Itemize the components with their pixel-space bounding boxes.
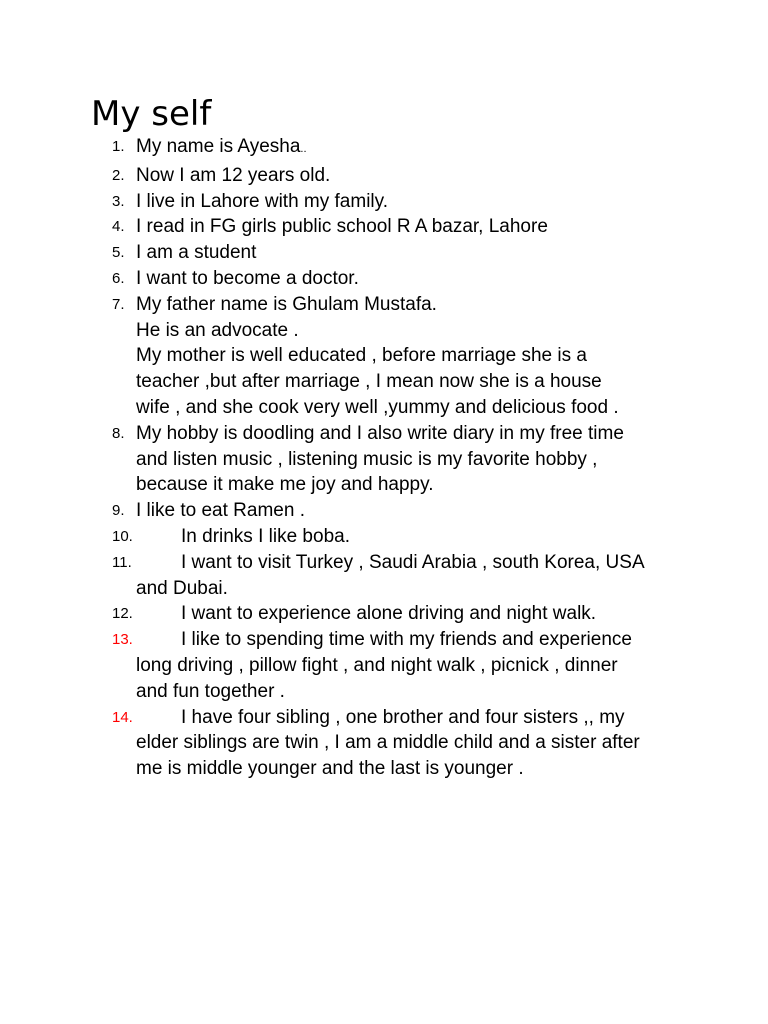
list-number: 9. <box>112 502 125 520</box>
list-item-text: I want to become a doctor. <box>136 267 359 289</box>
list-number: 11. <box>112 553 132 571</box>
list-item <box>0 292 676 421</box>
list-item <box>0 601 676 627</box>
list-item-line: because it make me joy and happy. <box>136 474 434 496</box>
list-item <box>0 498 676 524</box>
list-item <box>0 134 676 163</box>
page-title: My self <box>91 94 212 134</box>
list-item-text: I am a student <box>136 242 257 264</box>
list-item <box>0 163 676 189</box>
list-item-line: me is middle younger and the last is younger . <box>136 758 524 780</box>
list-item <box>0 240 676 266</box>
list-number: 6. <box>112 269 125 287</box>
list-number: 13. <box>112 631 133 649</box>
list-item-text: I live in Lahore with my family. <box>136 190 389 212</box>
list-item-text: Now I am 12 years old. <box>136 164 331 186</box>
list-item-text: My name is Ayesha <box>136 136 301 157</box>
list-item-text: In drinks I like boba. <box>181 525 350 547</box>
list-item <box>0 627 676 704</box>
list-item-suffix: .. <box>300 143 307 155</box>
list-number: 12. <box>112 605 133 623</box>
list-item-line: I have four sibling , one brother and four sisters ,, my <box>181 706 625 728</box>
list-item <box>0 189 676 215</box>
list-item-line: long driving , pillow fight , and night walk , picnick , dinner <box>136 654 618 676</box>
list-number: 10. <box>112 527 133 545</box>
list-item-text: I want to experience alone driving and night walk. <box>181 603 597 625</box>
list-item-line: wife , and she cook very well ,yummy and delicious food . <box>136 396 619 418</box>
list-item-line: My father name is Ghulam Mustafa. <box>136 293 437 315</box>
list-item-line: He is an advocate . <box>136 319 299 341</box>
list-item-line: My mother is well educated , before marriage she is a <box>136 345 587 367</box>
list-item-line: and listen music , listening music is my favorite hobby , <box>136 448 598 470</box>
list-item <box>0 421 676 498</box>
list-number: 7. <box>112 295 125 313</box>
list-number: 1. <box>112 138 125 155</box>
list-number: 3. <box>112 192 125 210</box>
list-item <box>0 550 676 602</box>
list-item <box>0 524 676 550</box>
list-item-line: and fun together . <box>136 680 285 702</box>
list-item-line: and Dubai. <box>136 577 228 599</box>
list-item-line: My hobby is doodling and I also write diary in my free time <box>136 422 624 444</box>
list-item-line: I like to spending time with my friends and experience <box>181 629 632 651</box>
list-number: 14. <box>112 708 133 726</box>
list-number: 5. <box>112 244 125 262</box>
list-item-text: I like to eat Ramen . <box>136 500 305 522</box>
list-item <box>0 705 676 782</box>
list-item <box>0 266 676 292</box>
list-item-line: I want to visit Turkey , Saudi Arabia , south Korea, USA <box>181 551 645 573</box>
list-number: 2. <box>112 166 125 184</box>
list-item-text: I read in FG girls public school R A bazar, Lahore <box>136 216 548 238</box>
list-number: 4. <box>112 218 125 236</box>
list-number: 8. <box>112 424 125 442</box>
list-item-line: teacher ,but after marriage , I mean now she is a house <box>136 371 602 393</box>
list-item-line: elder siblings are twin , I am a middle child and a sister after <box>136 732 640 754</box>
list-item <box>0 214 676 240</box>
numbered-list <box>0 134 768 782</box>
